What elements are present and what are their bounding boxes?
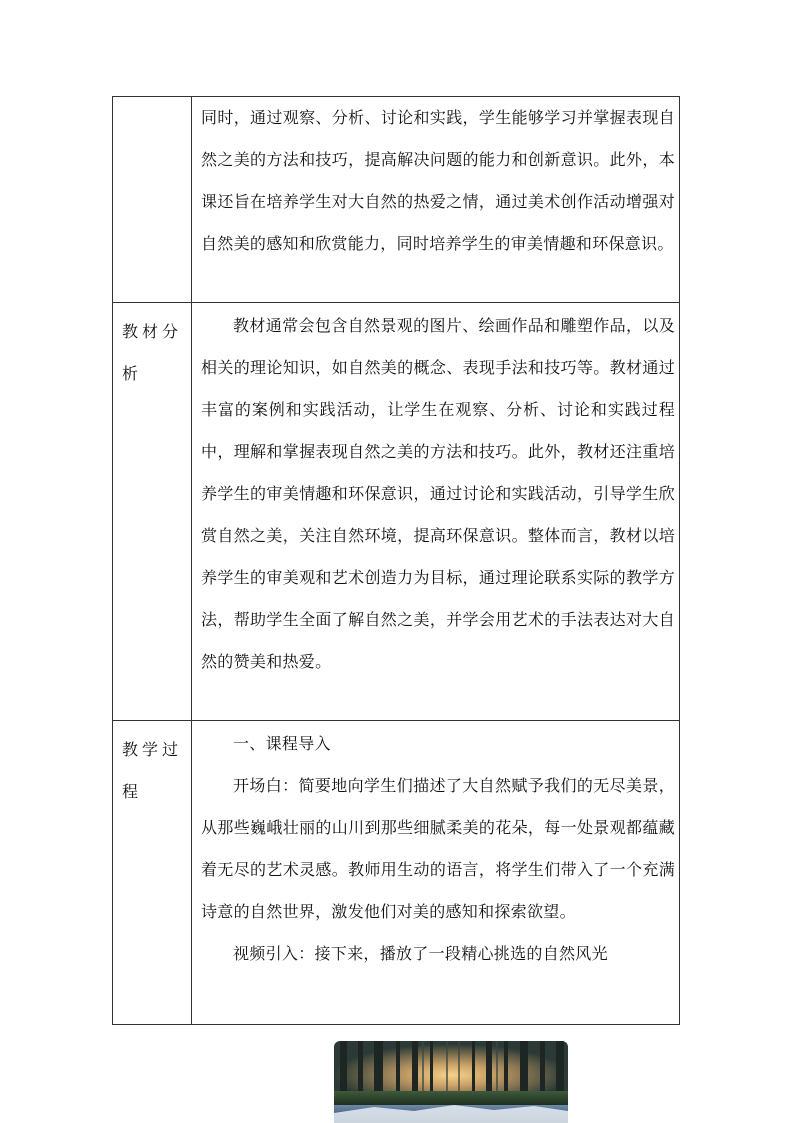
table-row [113,97,679,302]
row-content [201,305,675,683]
row-content [201,723,675,975]
row-label-teaching-process: 教学过程 [122,740,183,801]
forest-photo [334,1041,568,1123]
forest-photo-graphic [334,1041,568,1123]
column-divider [191,303,192,720]
paragraph: 教材通常会包含自然景观的图片、绘画作品和雕塑作品，以及相关的理论知识，如自然美的概念、表现手法和技巧等。教材通过丰富的案例和实践活动，让学生在观察、分析、讨论和实践过程中，理解和掌握表现自然之美的方法和技巧。此外，教材还注重培养学生的审美情趣和环保意识，通过讨论和实践活动，引导学生欣赏自然之美，关注自然环境，提高环保意识。整体而言，教材以培养学生的审美观和艺术创造力为目标，通过理论联系实际的教学方法，帮助学生全面了解自然之美，并学会用艺术的手法表达对大自然的赞美和热爱。 [201,316,675,671]
paragraph: 视频引入：接下来，播放了一段精心挑选的自然风光 [233,944,608,963]
lesson-plan-table [112,96,680,1025]
column-divider [191,97,192,302]
row-label-textbook-analysis: 教材分析 [122,322,183,383]
table-row [113,302,679,720]
paragraph: 开场白：简要地向学生们描述了大自然赋予我们的无尽美景，从那些巍峨壮丽的山川到那些细腻柔美的花朵，每一处景观都蕴藏着无尽的艺术灵感。教师用生动的语言，将学生们带入了一个充满诗意的自然世界，激发他们对美的感知和探索欲望。 [201,776,675,921]
table-row [113,720,679,1024]
row-content [201,97,675,265]
column-divider [191,721,192,1024]
paragraph: 一、课程导入 [233,734,331,753]
paragraph: 同时，通过观察、分析、讨论和实践，学生能够学习并掌握表现自然之美的方法和技巧，提高解决问题的能力和创新意识。此外，本课还旨在培养学生对大自然的热爱之情，通过美术创作活动增强对自然美的感知和欣赏能力，同时培养学生的审美情趣和环保意识。 [201,108,675,253]
